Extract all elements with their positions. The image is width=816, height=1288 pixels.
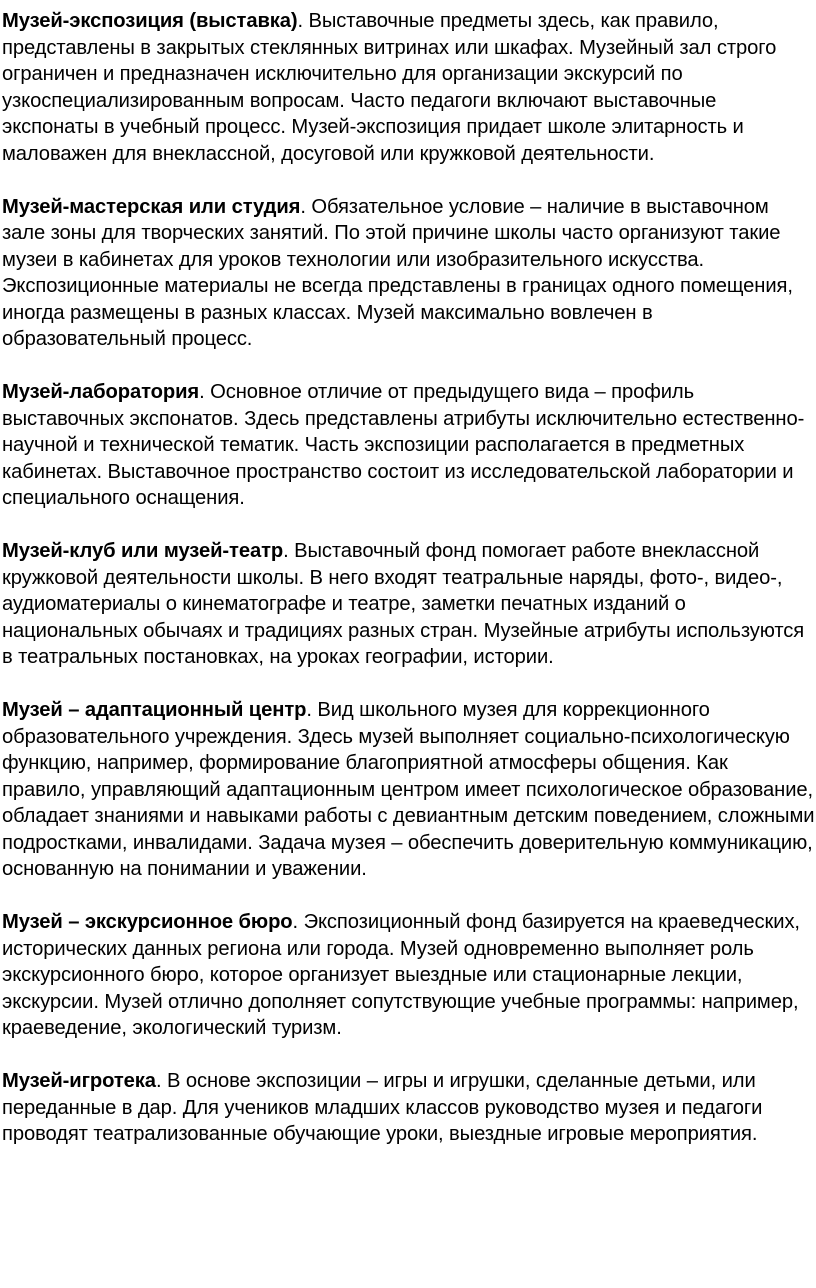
term-museum-adaptation-center: Музей – адаптационный центр (2, 699, 307, 721)
term-museum-workshop: Музей-мастерская или студия (2, 195, 301, 218)
paragraph-museum-excursion-bureau (2, 909, 816, 1042)
paragraph-body: . Выставочные предметы здесь, как правило, представлены в закрытых стеклянных витринах или шкафах. Музейный зал строго ограничен и предназначен исключительно для организации экскурсий по узкоспециализированным вопросам. Часто педагоги включают выставочные экспонаты в учебный процесс. Музей-экспозиция придает школе элитарность и маловажен для внеклассной, досуговой или кружковой деятельности. (2, 10, 777, 165)
paragraph-body: . Выставочный фонд помогает работе внеклассной кружковой деятельности школы. В него входят театральные наряды, фото-, видео-, аудиоматериалы о кинематографе и театре, заметки печатных изданий о национальных обычаях и традициях разных стран. Музейные атрибуты используются в театральных постановках, на уроках географии, истории. (2, 540, 805, 668)
term-museum-exposition: Музей-экспозиция (выставка) (2, 10, 298, 32)
term-museum-laboratory: Музей-лаборатория (2, 381, 200, 403)
term-museum-excursion-bureau: Музей – экскурсионное бюро (2, 911, 293, 933)
paragraph-body: . Обязательное условие – наличие в выставочном зале зоны для творческих занятий. По этой причине школы часто организуют такие музеи в кабинетах для уроков технологии или изобразительного искусства. Экспозиционные материалы не всегда представлены в границах одного помещения, иногда размещены в разных классах. Музей максимально вовлечен в образовательный процесс. (2, 195, 793, 350)
paragraph-body: . Экспозиционный фонд базируется на краеведческих, исторических данных региона или города. Музей одновременно выполняет роль экскурсионного бюро, которое организует выездные или стационарные лекции, экскурсии. Музей отлично дополняет сопутствующие учебные программы: например, краеведение, экологический туризм. (2, 911, 800, 1039)
term-museum-game-library: Музей-игротека (2, 1070, 156, 1092)
paragraph-museum-game-library (2, 1068, 816, 1148)
term-museum-club: Музей-клуб или музей-театр (2, 540, 284, 562)
paragraph-museum-club (2, 538, 816, 671)
paragraph-body: . Основное отличие от предыдущего вида – профиль выставочных экспонатов. Здесь представлены атрибуты исключительно естественно-научной и технической тематик. Часть экспозиции располагается в предметных кабинетах. Выставочное пространство состоит из исследовательской лаборатории и специального оснащения. (2, 381, 805, 509)
paragraph-body: . В основе экспозиции – игры и игрушки, сделанные детьми, или переданные в дар. Для учеников младших классов руководство музея и педагоги проводят театрализованные обучающие уроки, выездные игровые мероприятия. (2, 1070, 763, 1145)
paragraph-museum-adaptation-center (2, 697, 816, 883)
paragraph-museum-workshop (2, 194, 816, 353)
paragraph-body: . Вид школьного музея для коррекционного образовательного учреждения. Здесь музей выполняет социально-психологическую функцию, например, формирование благоприятной атмосферы общения. Как правило, управляющий адаптационным центром имеет психологическое образование, обладает знаниями и навыками работы с девиантным детским поведением, сложными подростками, инвалидами. Задача музея – обеспечить доверительную коммуникацию, основанную на понимании и уважении. (2, 699, 815, 880)
paragraph-museum-exposition (2, 8, 816, 167)
paragraph-museum-laboratory (2, 379, 816, 512)
